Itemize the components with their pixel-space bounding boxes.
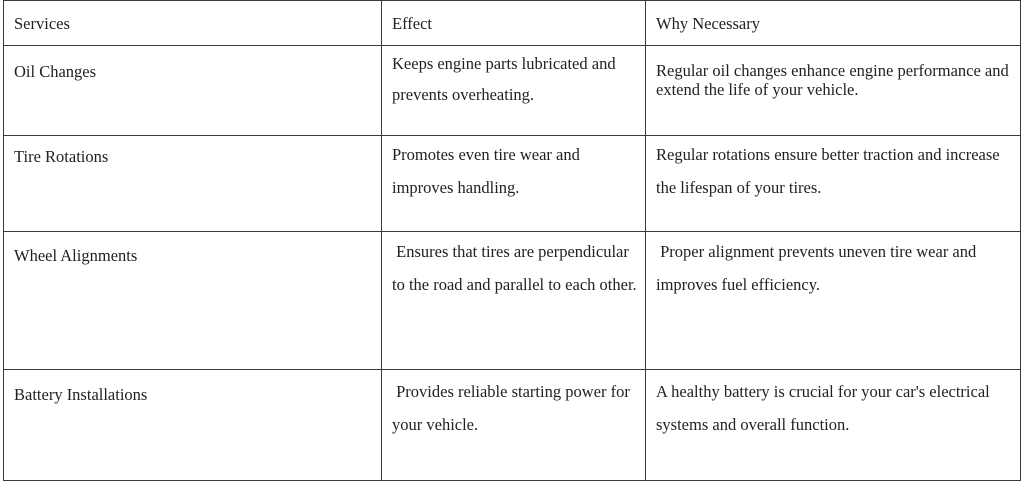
- header-effect: Effect: [382, 1, 646, 46]
- effect-cell: Promotes even tire wear and improves handling.: [382, 136, 646, 232]
- services-table: [3, 0, 1021, 481]
- table-row: [4, 370, 1021, 481]
- effect-cell: Keeps engine parts lubricated and prevents overheating.: [382, 46, 646, 136]
- service-cell: Wheel Alignments: [4, 232, 382, 370]
- why-cell: Regular oil changes enhance engine performance and extend the life of your vehicle.: [646, 46, 1021, 136]
- why-cell: A healthy battery is crucial for your car's electrical systems and overall function.: [646, 370, 1021, 481]
- table-header-row: [4, 1, 1021, 46]
- header-services: Services: [4, 1, 382, 46]
- effect-cell: Provides reliable starting power for your vehicle.: [382, 370, 646, 481]
- why-cell: Regular rotations ensure better traction and increase the lifespan of your tires.: [646, 136, 1021, 232]
- table-row: [4, 46, 1021, 136]
- why-cell: Proper alignment prevents uneven tire wear and improves fuel efficiency.: [646, 232, 1021, 370]
- service-cell: Oil Changes: [4, 46, 382, 136]
- table-row: [4, 136, 1021, 232]
- header-why-necessary: Why Necessary: [646, 1, 1021, 46]
- service-cell: Tire Rotations: [4, 136, 382, 232]
- service-cell: Battery Installations: [4, 370, 382, 481]
- effect-cell: Ensures that tires are perpendicular to the road and parallel to each other.: [382, 232, 646, 370]
- table-row: [4, 232, 1021, 370]
